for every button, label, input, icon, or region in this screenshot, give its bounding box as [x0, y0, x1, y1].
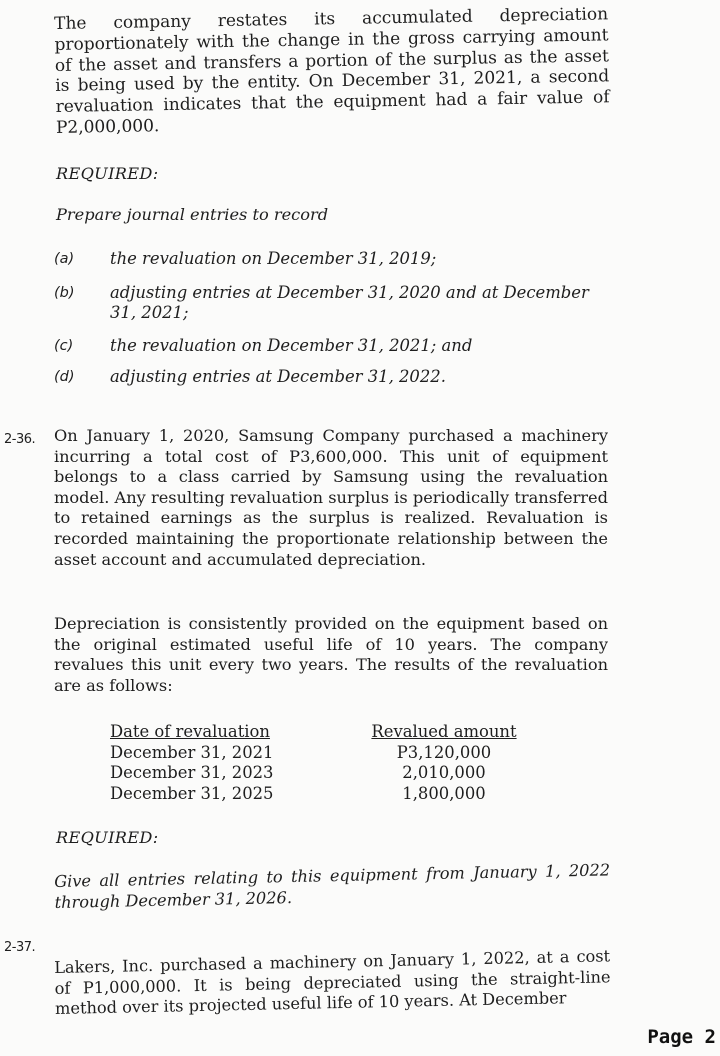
item-letter: (c) [54, 338, 74, 354]
table-cell: 1,800,000 [402, 783, 486, 803]
item-letter: (a) [54, 251, 75, 267]
item-letter: (b) [54, 285, 75, 301]
required-label-2-36: REQUIRED: [56, 828, 159, 847]
problem-number-2-36: 2-36. [4, 432, 36, 447]
item-letter: (d) [54, 369, 75, 385]
item-text: the revaluation on December 31, 2021; and [110, 336, 473, 355]
table-cell: December 31, 2025 [110, 783, 274, 803]
problem-2-36-paragraph-2: Depreciation is consistently provided on the equipment based on the original estimated useful life of 10 years. The company revalues this unit every two years. The results of the revaluation are as follows: [54, 614, 608, 695]
item-text: adjusting entries at December 31, 2020 and at December 31, 2021; [110, 283, 589, 322]
problem-2-37-paragraph: Lakers, Inc. purchased a machinery on January 1, 2022, at a cost of P1,000,000. It is being depreciated using the straight-line method over its projected useful life of 10 years. At December [54, 946, 611, 1019]
required-text-2-36: Give all entries relating to this equipment from January 1, 2022 through December 31, 2026. [54, 860, 611, 912]
intro-paragraph: The company restates its accumulated depreciation proportionately with the change in the gross carrying amount of the asset and transfers a portion of the surplus as the asset is being used by the entity. On December 31, 2021, a second revaluation indicates that the equipment had a fair value of P2,000,000. [54, 4, 610, 138]
amount-column [364, 722, 524, 804]
instruction-2-35: Prepare journal entries to record [56, 205, 329, 224]
required-label-2-35: REQUIRED: [56, 164, 159, 183]
table-cell: December 31, 2023 [110, 763, 274, 783]
amount-header: Revalued amount [371, 722, 517, 741]
problem-number-2-37: 2-37. [4, 940, 36, 955]
problem-2-36-paragraph-1: On January 1, 2020, Samsung Company purchased a machinery incurring a total cost of P3,600,000. This unit of equipment belongs to a class carried by Samsung using the revaluation model. Any resulting revaluation surplus is periodically transferred to retained earnings as the surplus is realized. Revaluation is recorded maintaining the proportionate relationship between the asset account and accumulated depreciation. [54, 426, 608, 569]
date-column [110, 722, 310, 804]
page-number: Page 2 [647, 1026, 716, 1048]
table-cell: 2,010,000 [402, 763, 486, 783]
date-header: Date of revaluation [110, 722, 270, 741]
item-text: the revaluation on December 31, 2019; [110, 249, 437, 268]
item-text: adjusting entries at December 31, 2022. [110, 367, 446, 386]
table-cell: P3,120,000 [396, 742, 492, 762]
table-cell: December 31, 2021 [110, 742, 274, 762]
